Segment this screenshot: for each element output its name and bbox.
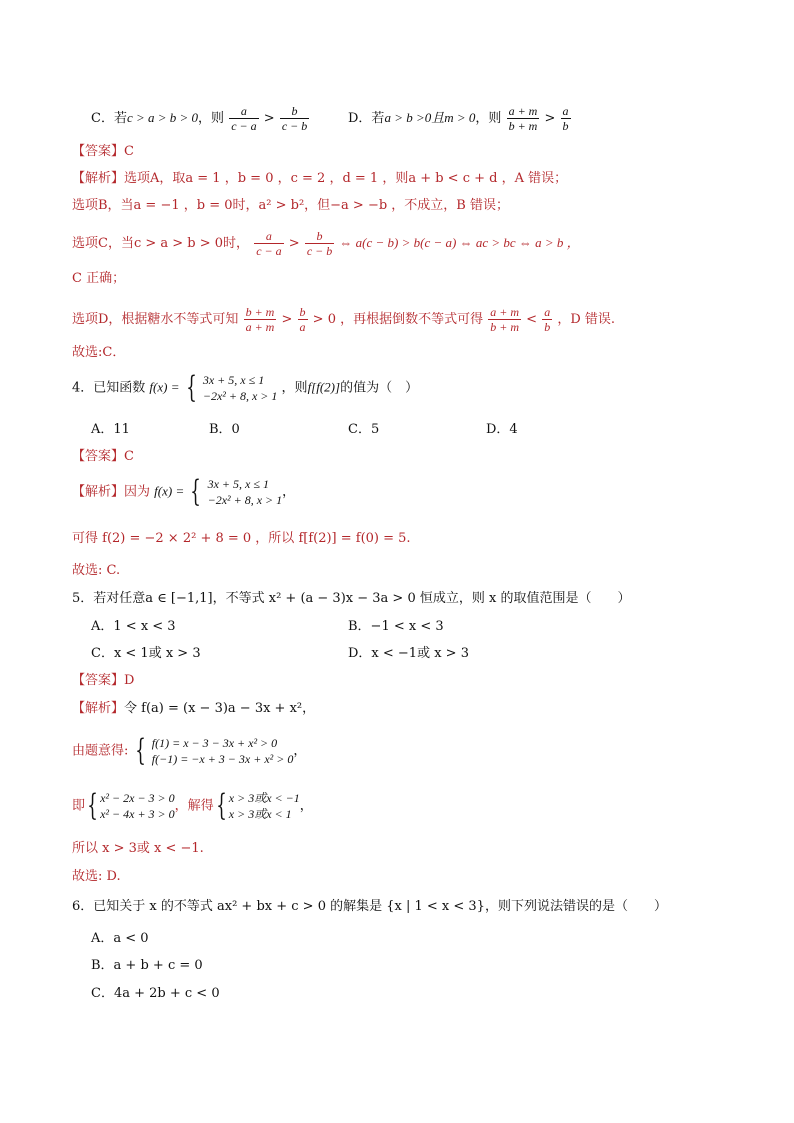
answer-value: C <box>124 144 134 159</box>
q4-conclude: 故选: C. <box>72 563 121 578</box>
q5-solve <box>72 790 313 822</box>
q3-optc-then: ，则 <box>198 111 225 126</box>
answer-value: C <box>124 449 134 464</box>
q4-analysis-a: 因为 <box>124 484 151 500</box>
q3-optc-label: C．若 <box>91 111 127 126</box>
q3-optc-gt: > <box>263 111 275 126</box>
q4-stem-a: 4．已知函数 <box>72 380 146 396</box>
q5-conditions <box>72 735 306 767</box>
q4-analysis <box>72 476 295 508</box>
q4-analysis-brace: { <box>190 474 202 509</box>
q5-cond-lead: 由题意得: <box>72 743 129 759</box>
q5-comma2: ， <box>299 798 313 814</box>
answer-tag: 【答案】 <box>72 449 125 464</box>
q4-calc: 可得 f(2) = −2 × 2² + 8 = 0 ，所以 f[f(2)] = f(0) = 5. <box>72 531 411 546</box>
q3-optd-then: ，则 <box>475 111 502 126</box>
q5-sys2: x > 3或x < −1 x > 3或x < 1 <box>228 791 300 821</box>
q6-option-b: B．a + b + c = 0 <box>91 958 203 973</box>
q3-analysis-text1: 选项A，取a = 1 ，b = 0 ，c = 2 ，d = 1 ，则a + b < c + d ，A 错误； <box>124 171 568 186</box>
q3-optc-cond: c > a > b > 0 <box>126 110 199 125</box>
q4-answer <box>72 448 134 466</box>
q3-l5-frac1: $\frac{b + m}{a + m}$ <box>245 305 275 334</box>
q5-result: 所以 x > 3或 x < −1. <box>72 841 204 856</box>
q5-sys1-brace: { <box>87 788 98 823</box>
q3-l3a: 选项C，当c > a > b > 0时， <box>72 236 250 251</box>
q4-option-d: D．4 <box>486 422 518 437</box>
q4-option-b: B．0 <box>209 422 240 437</box>
q5-analysis-a: 令 f(a) = (x − 3)a − 3x + x²， <box>124 701 316 716</box>
q3-optc-frac2: $\frac{b}{c - b}$ <box>281 104 308 133</box>
analysis-tag: 【解析】 <box>72 484 125 500</box>
q3-optd-frac2: $\frac{a}{b}$ <box>562 104 569 133</box>
analysis-tag: 【解析】 <box>72 701 125 716</box>
q4-stem-c: 的值为（ ） <box>340 380 419 396</box>
q5-ji: 即 <box>72 798 86 814</box>
q5-sys1: x² − 2x − 3 > 0 x² − 4x + 3 > 0 <box>100 791 175 821</box>
q5-cond-system: f(1) = x − 3 − 3x + x² > 0 f(−1) = −x + 3 − 3x + x² > 0 <box>151 736 294 766</box>
q5-option-d: D．x < −1或 x > 3 <box>348 646 469 661</box>
q5-option-a: A．1 < x < 3 <box>91 619 176 634</box>
answer-value: D <box>124 673 135 688</box>
q3-optd-label: D．若 <box>348 111 385 126</box>
q3-l3b: ⇔ a(c − b) > b(c − a) ⇔ ac > bc ⇔ a > b ， <box>339 235 580 250</box>
q5-comma: ， <box>293 743 307 759</box>
q4-analysis-tail: ， <box>282 484 296 500</box>
q5-option-c: C．x < 1或 x > 3 <box>91 646 201 661</box>
q3-analysis-line4: C 正确； <box>72 271 126 286</box>
q5-analysis <box>72 700 315 718</box>
q3-l3-frac1: $\frac{a}{c - a}$ <box>256 229 282 258</box>
q3-option-c <box>91 105 310 132</box>
q5-sys2-brace: { <box>215 788 227 823</box>
q3-l5c: ，D 错误. <box>557 312 616 327</box>
q5-option-b: B．−1 < x < 3 <box>348 619 444 634</box>
q3-answer <box>72 143 134 161</box>
q3-option-d <box>348 105 572 132</box>
q3-analysis-line3 <box>72 230 580 257</box>
q5-conclude: 故选: D. <box>72 869 121 884</box>
q5-answer <box>72 672 134 690</box>
q3-analysis-line5 <box>72 306 615 333</box>
q6-option-c: C．4a + 2b + c < 0 <box>91 986 220 1001</box>
q5-jiede: ，解得 <box>174 798 214 814</box>
q4-analysis-fx: f(x) = <box>154 483 185 499</box>
answer-tag: 【答案】 <box>72 144 125 159</box>
q3-l5-frac4: $\frac{a}{b}$ <box>544 305 551 334</box>
q3-analysis-line2: 选项B，当a = −1 ，b = 0时，a² > b²，但−a > −b ，不成立，B 错误； <box>72 198 509 213</box>
q3-l5b: > 0 ，再根据倒数不等式可得 <box>312 312 484 327</box>
q3-optd-cond: a > b >0且m > 0 <box>384 110 476 125</box>
q4-brace: { <box>185 370 197 405</box>
q6-option-a: A．a < 0 <box>91 931 149 946</box>
q4-option-c: C．5 <box>348 422 380 437</box>
q5-cond-brace: { <box>134 733 146 768</box>
q4-stem <box>72 372 418 404</box>
q3-optc-frac1: $\frac{a}{c - a}$ <box>231 104 257 133</box>
q3-optd-frac1: $\frac{a + m}{b + m}$ <box>508 104 538 133</box>
answer-tag: 【答案】 <box>72 673 125 688</box>
q4-stem-b: ，则 <box>281 380 308 396</box>
analysis-tag: 【解析】 <box>72 171 125 186</box>
q3-l5-lt: < <box>526 312 538 327</box>
q3-l3-gt: > <box>288 236 300 251</box>
q3-l5-frac3: $\frac{a + m}{b + m}$ <box>490 305 520 334</box>
q3-l3-frac2: $\frac{b}{c - b}$ <box>306 229 333 258</box>
q5-stem: 5．若对任意a ∈ [−1,1]，不等式 x² + (a − 3)x − 3a > 0 恒成立，则 x 的取值范围是（ ） <box>72 591 631 606</box>
q3-analysis-line1 <box>72 170 567 188</box>
q4-analysis-cases: 3x + 5, x ≤ 1 −2x² + 8, x > 1 <box>207 477 283 507</box>
q3-l5a: 选项D，根据糖水不等式可知 <box>72 312 239 327</box>
q6-stem: 6．已知关于 x 的不等式 ax² + bx + c > 0 的解集是 {x | 1 < x < 3}，则下列说法错误的是（ ） <box>72 899 667 914</box>
q3-optd-gt: > <box>544 111 556 126</box>
q4-option-a: A．11 <box>91 422 130 437</box>
q3-conclude: 故选:C． <box>72 345 126 360</box>
q3-l5-gt: > <box>281 312 293 327</box>
q3-l5-frac2: $\frac{b}{a}$ <box>299 305 306 334</box>
q4-cases: 3x + 5, x ≤ 1 −2x² + 8, x > 1 <box>202 373 278 403</box>
q4-fx: f(x) = <box>149 379 180 395</box>
q4-ffx: f[f(2)] <box>307 379 341 395</box>
